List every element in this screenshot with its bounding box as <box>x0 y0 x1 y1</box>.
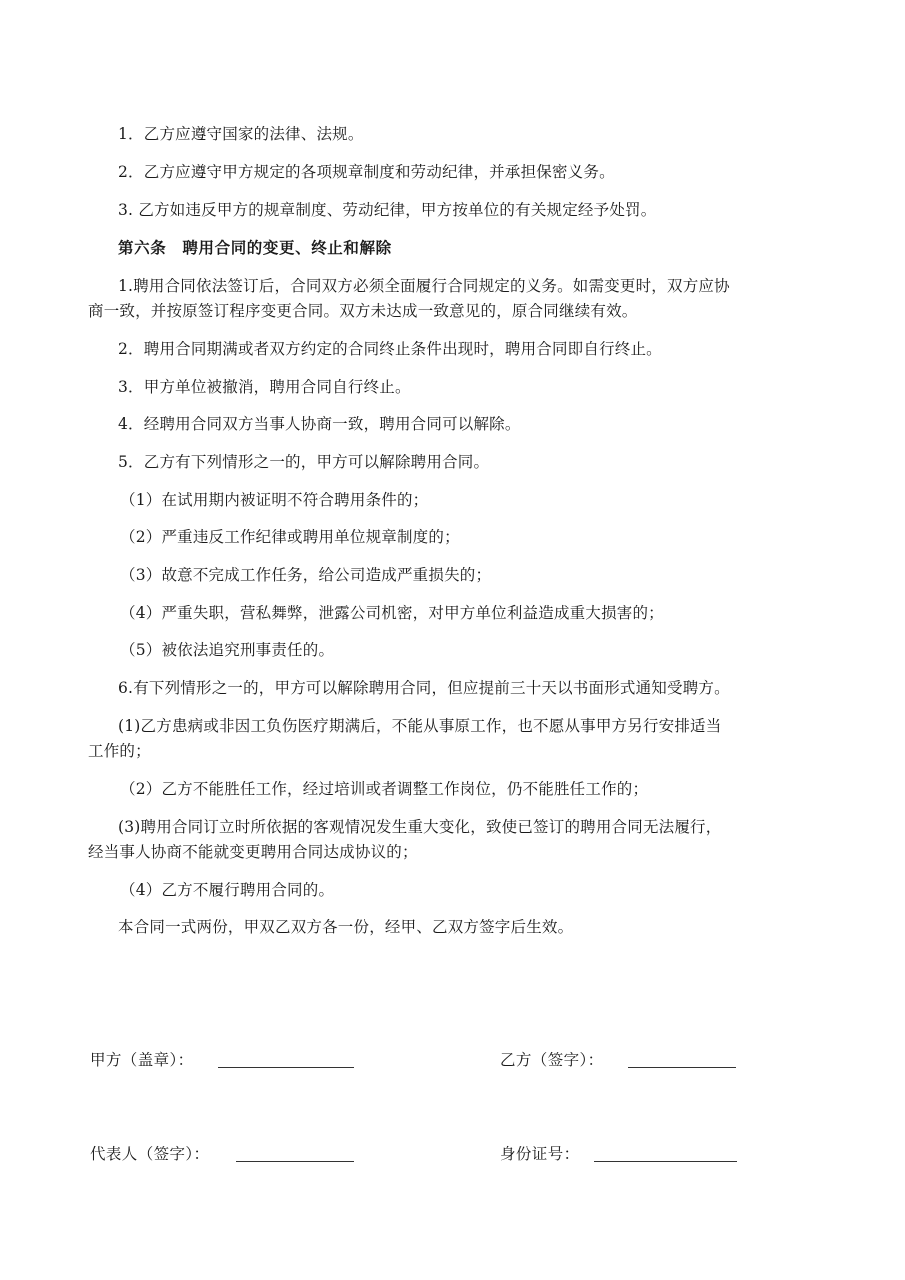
para-6-sub-2: （2）乙方不能胜任工作，经过培训或者调整工作岗位，仍不能胜任工作的； <box>120 780 649 798</box>
para-6-sub-3-line-2: 经当事人协商不能就变更聘用合同达成协议的； <box>88 843 418 861</box>
representative-sign-field[interactable] <box>236 1161 354 1162</box>
para-6-sub-3-line-1: (3)聘用合同订立时所依据的客观情况发生重大变化，致使已签订的聘用合同无法履行， <box>118 818 722 836</box>
obligation-item-3: 3. 乙方如违反甲方的规章制度、劳动纪律，甲方按单位的有关规定经予处罚。 <box>118 201 657 219</box>
representative-sign-label: 代表人（签字）： <box>90 1145 210 1163</box>
obligation-item-1: 1．乙方应遵守国家的法律、法规。 <box>118 125 364 143</box>
obligation-item-2: 2．乙方应遵守甲方规定的各项规章制度和劳动纪律，并承担保密义务。 <box>118 163 615 181</box>
para-6-sub-4: （4）乙方不履行聘用合同的。 <box>120 881 335 899</box>
para-5-sub-5: （5）被依法追究刑事责任的。 <box>120 641 335 659</box>
party-a-seal-label: 甲方（盖章）： <box>90 1051 194 1069</box>
article-6-para-5: 5．乙方有下列情形之一的，甲方可以解除聘用合同。 <box>118 453 490 471</box>
article-6-para-3: 3．甲方单位被撤消，聘用合同自行终止。 <box>118 378 411 396</box>
party-b-sign-field[interactable] <box>628 1067 736 1068</box>
id-number-label: 身份证号： <box>500 1145 580 1163</box>
article-6-heading: 第六条 聘用合同的变更、终止和解除 <box>118 238 392 257</box>
para-5-sub-1: （1）在试用期内被证明不符合聘用条件的； <box>120 491 429 509</box>
party-b-sign-label: 乙方（签字）： <box>500 1051 604 1069</box>
para-5-sub-4: （4）严重失职，营私舞弊，泄露公司机密，对甲方单位利益造成重大损害的； <box>120 604 664 622</box>
para-6-sub-1-line-1: (1)乙方患病或非因工负伤医疗期满后，不能从事原工作，也不愿从事甲方另行安排适当 <box>118 717 722 735</box>
id-number-field[interactable] <box>594 1161 737 1162</box>
article-6-para-1-line-2: 商一致，并按原签订程序变更合同。双方未达成一致意见的，原合同继续有效。 <box>88 302 638 320</box>
para-6-sub-1-line-2: 工作的； <box>88 742 151 760</box>
closing-statement: 本合同一式两份，甲双乙双方各一份，经甲、乙双方签字后生效。 <box>118 918 574 936</box>
article-6-para-6: 6.有下列情形之一的，甲方可以解除聘用合同，但应提前三十天以书面形式通知受聘方。 <box>118 679 730 697</box>
article-6-para-1-line-1: 1.聘用合同依法签订后，合同双方必须全面履行合同规定的义务。如需变更时，双方应协 <box>118 277 730 295</box>
party-a-seal-field[interactable] <box>218 1067 354 1068</box>
para-5-sub-3: （3）故意不完成工作任务，给公司造成严重损失的； <box>120 566 492 584</box>
article-6-para-2: 2．聘用合同期满或者双方约定的合同终止条件出现时，聘用合同即自行终止。 <box>118 340 662 358</box>
para-5-sub-2: （2）严重违反工作纪律或聘用单位规章制度的； <box>120 528 460 546</box>
article-6-para-4: 4．经聘用合同双方当事人协商一致，聘用合同可以解除。 <box>118 415 521 433</box>
